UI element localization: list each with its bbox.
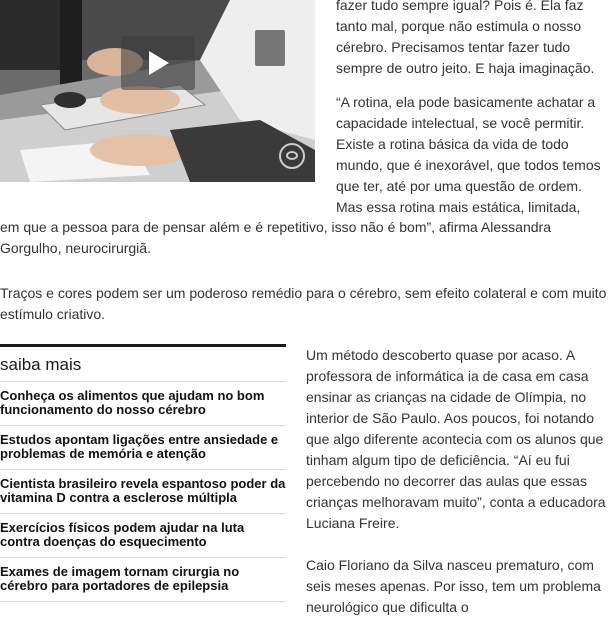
article-paragraph-metodo: Um método descoberto quase por acaso. A professora de informática ia de casa em casa ensinar as crianças na cidade de Olímpia, no interior de São Paulo. Aos poucos, foi notando que algo diferente acontecia com os alunos que tinham algum tipo de deficiência. “Aí eu fui percebendo no decorrer das aulas que essas crianças melhoravam muito”, conta a educadora Luciana Freire. <box>306 347 606 531</box>
saiba-mais-link[interactable]: Conheça os alimentos que ajudam no bom funcionamento do nosso cérebro <box>0 382 286 426</box>
saiba-mais-link[interactable]: Exames de imagem tornam cirurgia no cérebro para portadores de epilepsia <box>0 558 286 602</box>
video-thumbnail <box>0 0 315 182</box>
play-icon <box>149 51 169 75</box>
saiba-mais-link[interactable]: Cientista brasileiro revela espantoso poder da vitamina D contra a esclerose múltipla <box>0 470 286 514</box>
globo-logo-icon <box>279 143 305 169</box>
saiba-mais-link[interactable]: Exercícios físicos podem ajudar na luta contra doenças do esquecimento <box>0 514 286 558</box>
play-button[interactable] <box>121 36 195 90</box>
article-paragraph-tracos: Traços e cores podem ser um poderoso remédio para o cérebro, sem efeito colateral e com muito estímulo criativo. <box>0 285 607 322</box>
saiba-mais-title: saiba mais <box>0 347 286 382</box>
saiba-mais-box <box>0 344 286 602</box>
article-paragraph-intro: fazer tudo sempre igual? Pois é. Ela faz tanto mal, porque não estimula o nosso cérebro. Precisamos tentar fazer tudo sempre de outro jeito. E haja imaginação. <box>336 0 595 76</box>
article-quote-end: em que a pessoa para de pensar além e é repetitivo, isso não é bom”, afirma Alessandra Gorgulho, neurocirurgiã. <box>0 219 551 256</box>
saiba-mais-link[interactable]: Estudos apontam ligações entre ansiedade e problemas de memória e atenção <box>0 426 286 470</box>
video-player[interactable] <box>0 0 315 182</box>
article-quote-start: “A rotina, ela pode basicamente achatar a capacidade intelectual, se você permitir. Existe a rotina básica da vida de todo mundo, que é inexorável, que todos temos que ter, até por uma questão de ordem. Mas essa rotina mais estática, limitada, <box>336 94 601 215</box>
article-paragraph-caio: Caio Floriano da Silva nasceu prematuro, com seis meses apenas. Por isso, tem um problema neurológico que dificulta o <box>306 557 601 615</box>
